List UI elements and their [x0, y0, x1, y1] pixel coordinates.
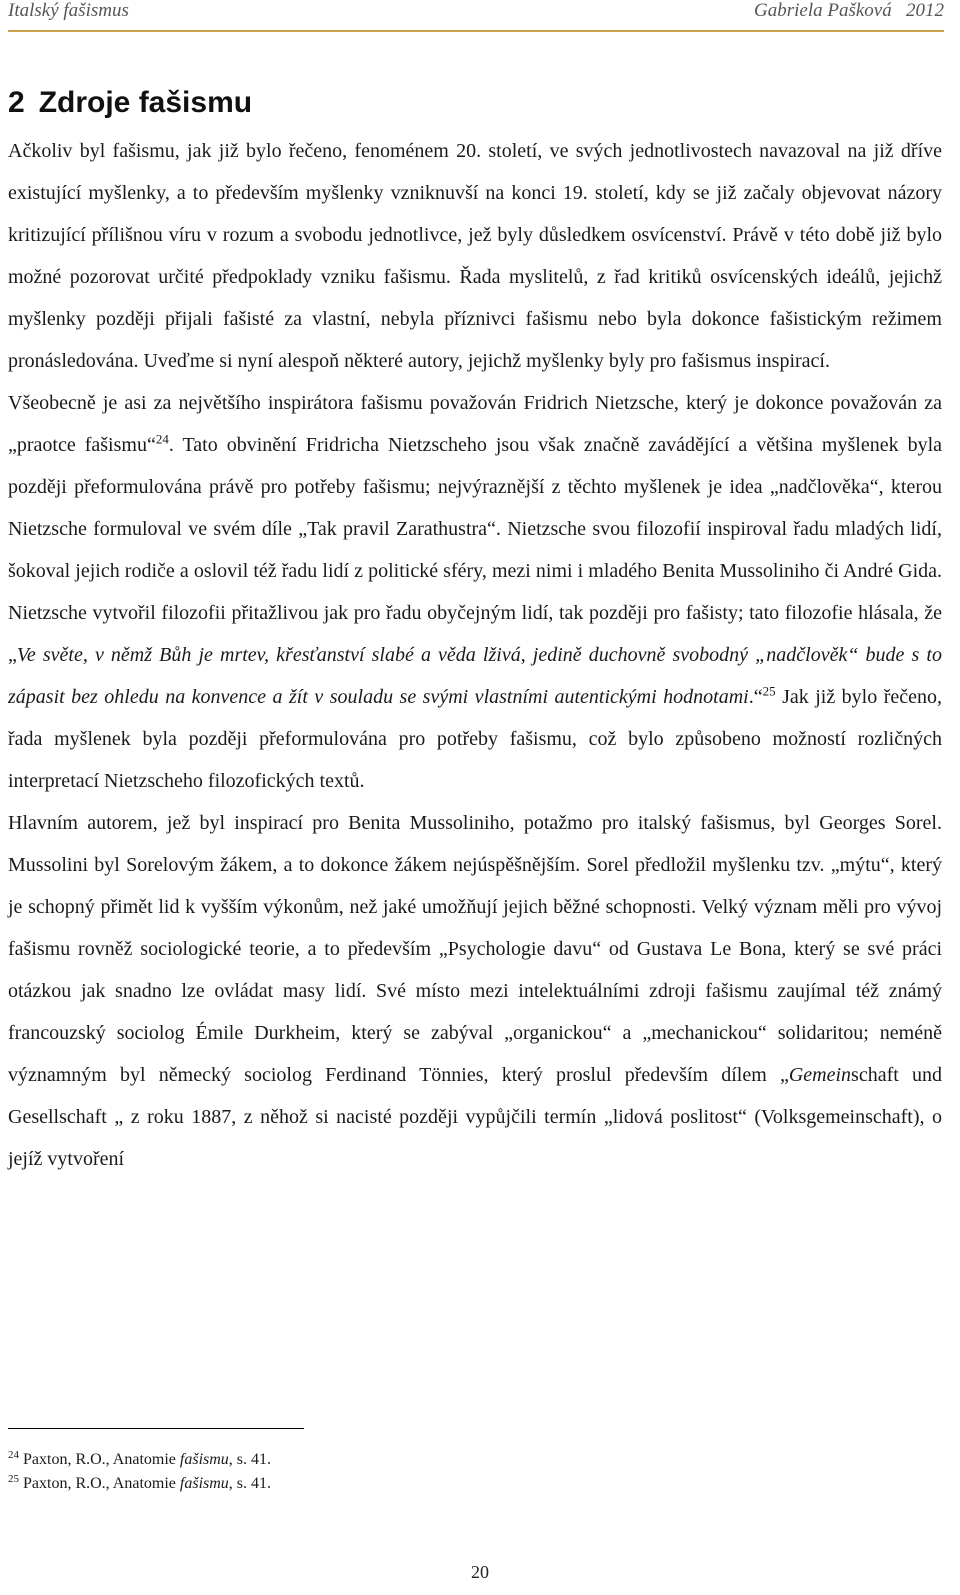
footnote-author: Paxton, R.O., — [23, 1451, 113, 1468]
paragraph-2-part-b: . Tato obvinění Fridricha Nietzscheho jsou však značně zavádějící a většina myšlenek byla později přeformulována právě pro potřeby fašismu; nejvýraznější z těchto myšlenek je idea „nadčlověka“, kterou Nietzsche formuloval ve svém díle „Tak pravil Zarathustra“. Nietzsche svou filozofií inspiroval řadu mladých lidí, šokoval jejich rodiče a oslovil též řadu lidí z politické sféry, mezi nimi i mladého Benita Mussoliniho či André Gida. Nietzsche vytvořil filozofii přitažlivou jak pro řadu obyčejným lidí, tak později pro fašisty; tato filozofie hlásala, že „ — [8, 434, 942, 666]
paragraph-1: Ačkoliv byl fašismu, jak již bylo řečeno, fenoménem 20. století, ve svých jednotlivostech navazoval na již dříve existující myšlenky, a to především myšlenky vzniknuvší na konci 19. století, kdy se již začaly objevovat názory kritizující přílišnou víru v rozum a svobodu jednotlivce, jež byly důsledkem osvícenství. Právě v této době již bylo možné pozorovat určité předpoklady vzniku fašismu. Řada myslitelů, z řad kritiků osvícenských ideálů, jejichž myšlenky později přijali fašisté za vlastní, nebyla příznivci fašismu nebo byla dokonce fašistickým režimem pronásledována. Uveďme si nyní alespoň některé autory, jejichž myšlenky byly pro fašismus inspirací. — [8, 140, 942, 372]
section-heading — [8, 86, 252, 120]
paragraph-2-part-a: Všeobecně je asi za největšího inspirátora fašismu považován Fridrich Nietzsche, který je dokonce považován za „praotce fašismu“ — [8, 392, 942, 456]
footnote-24 — [8, 1448, 271, 1472]
footnote-pages: , s. 41. — [228, 1475, 272, 1492]
nietzsche-quote: Ve světe, v němž Bůh je mrtev, křesťanství slabé a věda lživá, jedině duchovně svobodný „nadčlověk“ bude s to zápasit bez ohledu na konvence a žít v souladu se svými vlastními autentickými hodnotami — [8, 644, 942, 708]
section-number: 2 — [8, 86, 25, 119]
footnote-title: Anatomie — [112, 1451, 180, 1468]
header-title: Italský fašismus — [8, 0, 129, 21]
footnote-number: 24 — [8, 1448, 19, 1461]
page-number: 20 — [471, 1562, 489, 1582]
footnote-title-italic: fašismu — [179, 1451, 229, 1468]
footnote-title-italic: fašismu — [179, 1475, 229, 1492]
paragraph-3-italic: Gemein — [788, 1064, 852, 1086]
paragraph-3-part-a: Hlavním autorem, jež byl inspirací pro Benita Mussoliniho, potažmo pro italský fašismus, byl Georges Sorel. Mussolini byl Sorelovým žákem, a to dokonce žákem nejúspěšnějším. Sorel předložil myšlenku tzv. „mýtu“, který je schopný přimět lid k vyšším výkonům, než jaké umožňují jejich běžné schopnosti. Velký význam měli pro vývoj fašismu rovněž sociologické teorie, a to především „Psychologie davu“ od Gustava Le Bona, který se své práci otázkou jak snadno lze ovládat masy lidí. Své místo mezi intelektuálními zdroji fašismu zaujímal též známý francouzský sociolog Émile Durkheim, který se zabýval „organickou“ a „mechanickou“ solidaritou; neméně významným byl německý sociolog Ferdinand Tönnies, který proslul především dílem „ — [8, 812, 942, 1086]
footnote-ref-24[interactable]: 24 — [155, 431, 169, 447]
header-author-year — [754, 0, 944, 22]
paragraph-2-part-d: Jak již bylo řečeno, řada myšlenek byla později přeformulována pro potřeby fašismu, což bylo způsobeno možností rozličných interpretací Nietzscheho filozofických textů. — [8, 686, 942, 792]
body-text — [8, 130, 942, 1180]
footnote-separator — [8, 1428, 304, 1429]
paragraph-3 — [8, 802, 942, 1180]
section-title: Zdroje fašismu — [38, 86, 253, 119]
header-year: 2012 — [906, 0, 944, 21]
footnotes — [8, 1448, 271, 1496]
footnote-title: Anatomie — [112, 1475, 180, 1492]
footnote-author: Paxton, R.O., — [23, 1475, 113, 1492]
footnote-pages: , s. 41. — [228, 1451, 272, 1468]
footnote-number: 25 — [8, 1472, 19, 1485]
running-header — [8, 0, 944, 32]
paragraph-3-part-b: schaft und Gesellschaft „ z roku 1887, z něhož si nacisté později vypůjčili termín „lidová poslitost“ (Volksgemeinschaft), o jejíž vytvoření — [8, 1064, 942, 1170]
paragraph-2-part-c: .“ — [748, 686, 763, 708]
footnote-ref-25[interactable]: 25 — [762, 683, 776, 699]
footnote-25 — [8, 1472, 271, 1496]
header-author: Gabriela Pašková — [754, 0, 892, 21]
paragraph-2 — [8, 382, 942, 802]
